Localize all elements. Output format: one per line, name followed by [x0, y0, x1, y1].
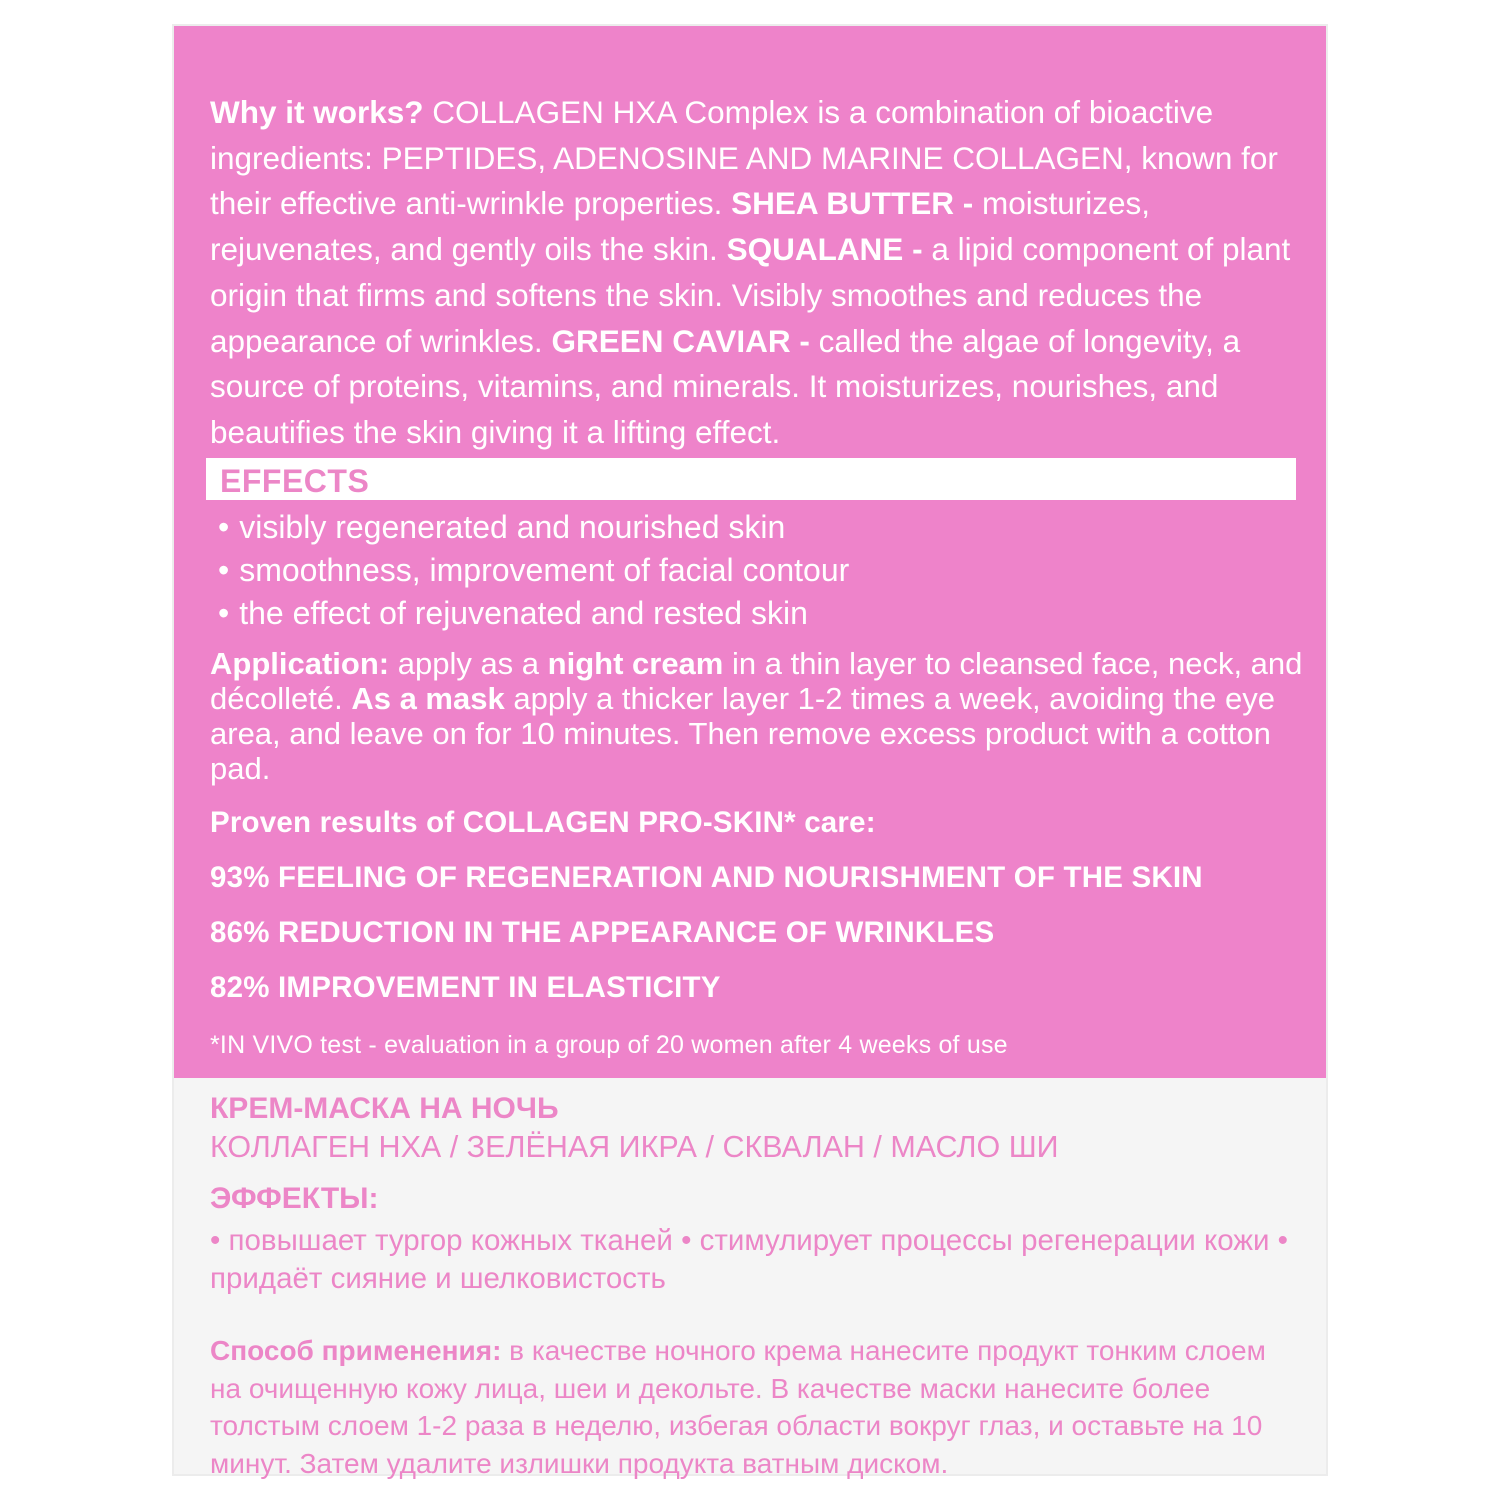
ru-effects-heading: ЭФФЕКТЫ: — [210, 1182, 379, 1215]
english-section — [174, 26, 1326, 1078]
application-label: Application: — [210, 646, 390, 681]
ru-application-text: в качестве ночного крема нанесите продукт тонким слоем на очищенную кожу лица, шеи и декольте. В качестве маски нанесите более толстым слоем 1-2 раза в неделю, избегая области вокруг глаз, и оставьте на 10 минут. Затем удалите излишки продукта ватным диском. — [210, 1335, 1266, 1479]
ru-application-paragraph — [210, 1332, 1300, 1482]
ru-effects-text: • повышает тургор кожных тканей • стимулирует процессы регенерации кожи • придаёт сияние и шелковистость — [210, 1224, 1289, 1295]
why-heading: Why it works? — [210, 94, 424, 130]
caviar-label: GREEN CAVIAR - — [551, 322, 810, 359]
ru-application-label: Способ применения: — [210, 1335, 502, 1366]
effects-heading-bar — [206, 458, 1296, 500]
why-it-works-paragraph — [210, 90, 1300, 456]
list-item: • the effect of rejuvenated and rested skin — [218, 592, 849, 635]
night-cream-label: night cream — [547, 646, 724, 681]
list-item: • smoothness, improvement of facial contour — [218, 549, 849, 592]
shea-text: moisturizes, rejuvenates, and gently oils the skin. — [210, 185, 1151, 268]
squalane-text: a lipid component of plant origin that firms and softens the skin. Visibly smoothes and reduces the appearance of wrinkles. — [210, 231, 1291, 359]
application-text-3: apply a thicker layer 1-2 times a week, avoiding the eye area, and leave on for 10 minutes. Then remove excess product with a cotton pad. — [210, 681, 1275, 786]
ru-product-subtitle: КОЛЛАГЕН НХА / ЗЕЛЁНАЯ ИКРА / СКВАЛАН / МАСЛО ШИ — [210, 1130, 1059, 1164]
effects-heading: EFFECTS — [220, 463, 370, 499]
result-item: 86% REDUCTION IN THE APPEARANCE OF WRINKLES — [210, 916, 995, 949]
application-text-1: apply as a — [389, 646, 548, 681]
results-title: Proven results of COLLAGEN PRO-SKIN* care: — [210, 806, 876, 839]
test-footnote: *IN VIVO test - evaluation in a group of 20 women after 4 weeks of use — [210, 1031, 1008, 1059]
result-item: 93% FEELING OF REGENERATION AND NOURISHMENT OF THE SKIN — [210, 861, 1203, 894]
why-intro: COLLAGEN HXA Complex is a combination of bioactive ingredients: PEPTIDES, ADENOSINE AND MARINE COLLAGEN, known for their effective anti-wrinkle properties. — [210, 94, 1278, 222]
as-mask-label: As a mask — [351, 681, 505, 716]
shea-label: SHEA BUTTER - — [731, 185, 974, 222]
ru-product-title: КРЕМ-МАСКА НА НОЧЬ — [210, 1092, 559, 1125]
caviar-text: called the algae of longevity, a source of proteins, vitamins, and minerals. It moisturizes, nourishes, and beautifies the skin giving it a lifting effect. — [210, 322, 1241, 450]
product-info-panel — [172, 24, 1328, 1479]
application-paragraph — [210, 646, 1310, 786]
squalane-label: SQUALANE - — [726, 231, 923, 268]
effects-list — [218, 506, 849, 635]
result-item: 82% IMPROVEMENT IN ELASTICITY — [210, 971, 721, 1004]
list-item: • visibly regenerated and nourished skin — [218, 506, 849, 549]
application-text-2: in a thin layer to cleansed face, neck, and décolleté. — [210, 646, 1303, 716]
